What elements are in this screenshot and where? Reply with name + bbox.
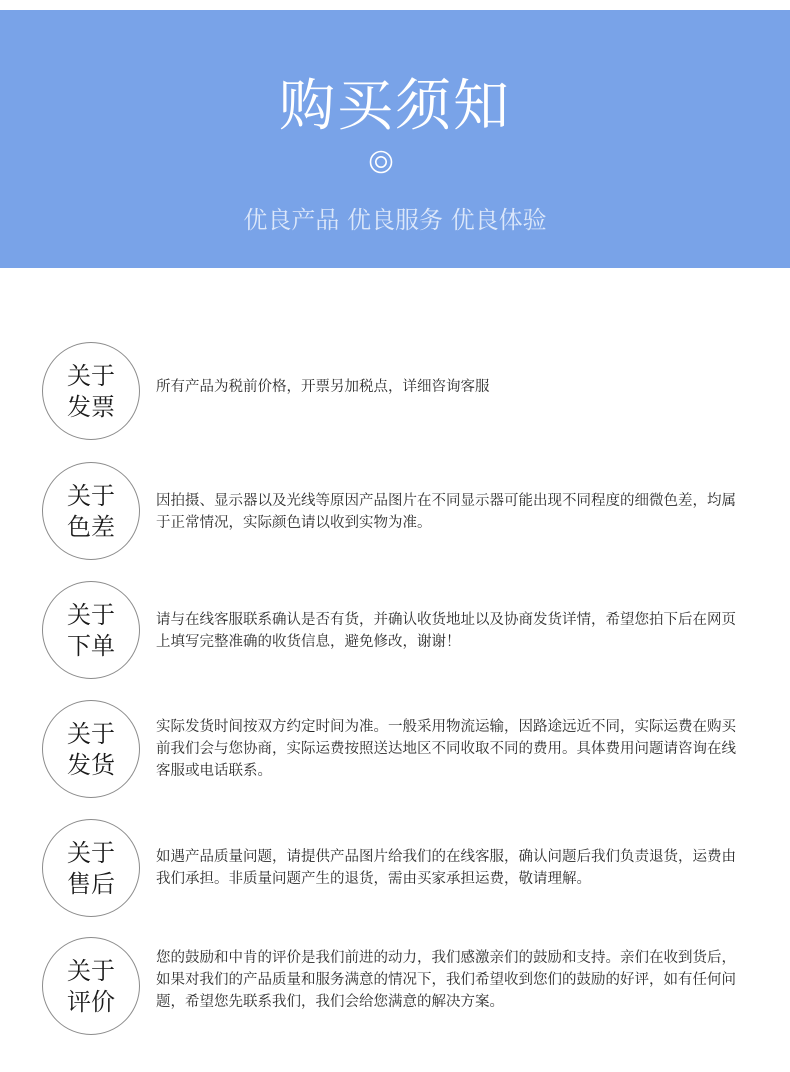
badge-label-top: 关于 bbox=[67, 482, 115, 510]
badge-label-bottom: 评价 bbox=[67, 988, 115, 1016]
badge-label-bottom: 发票 bbox=[67, 393, 115, 421]
notice-item-review bbox=[42, 937, 762, 1037]
badge-label-bottom: 售后 bbox=[67, 870, 115, 898]
notice-badge bbox=[42, 342, 140, 440]
notice-text: 因拍摄、显示器以及光线等原因产品图片在不同显示器可能出现不同程度的细微色差，均属于正常情况，实际颜色请以收到实物为准。 bbox=[156, 493, 736, 531]
notice-text: 如遇产品质量问题，请提供产品图片给我们的在线客服，确认问题后我们负责退货，运费由我们承担。非质量问题产生的退货，需由买家承担运费，敬请理解。 bbox=[156, 849, 736, 887]
notice-badge bbox=[42, 462, 140, 560]
badge-label-top: 关于 bbox=[67, 601, 115, 629]
notice-badge bbox=[42, 937, 140, 1035]
notice-text: 实际发货时间按双方约定时间为准。一般采用物流运输，因路途远近不同，实际运费在购买前我们会与您协商，实际运费按照送达地区不同收取不同的费用。具体费用问题请咨询在线客服或电话联系。 bbox=[156, 719, 736, 779]
notice-item-shipping bbox=[42, 700, 762, 800]
badge-label-bottom: 色差 bbox=[67, 513, 115, 541]
notice-badge bbox=[42, 819, 140, 917]
notice-text: 您的鼓励和中肯的评价是我们前进的动力，我们感激亲们的鼓励和支持。亲们在收到货后，如果对我们的产品质量和服务满意的情况下，我们希望收到您们的鼓励的好评，如有任何问题，希望您先联系我们，我们会给您满意的解决方案。 bbox=[156, 950, 736, 1010]
page-title: 购买须知 bbox=[279, 74, 511, 139]
badge-label-bottom: 下单 bbox=[67, 632, 115, 660]
notice-item-after-sales bbox=[42, 819, 762, 919]
notice-item-color-difference bbox=[42, 462, 762, 562]
notice-badge bbox=[42, 581, 140, 679]
notice-text: 请与在线客服联系确认是否有货，并确认收货地址以及协商发货详情，希望您拍下后在网页上填写完整准确的收货信息，避免修改，谢谢！ bbox=[156, 612, 736, 650]
badge-label-top: 关于 bbox=[67, 957, 115, 985]
notice-badge bbox=[42, 700, 140, 798]
notice-item-ordering bbox=[42, 581, 762, 681]
badge-label-top: 关于 bbox=[67, 362, 115, 390]
badge-label-top: 关于 bbox=[67, 839, 115, 867]
badge-label-bottom: 发货 bbox=[67, 751, 115, 779]
badge-label-top: 关于 bbox=[67, 720, 115, 748]
notice-text: 所有产品为税前价格，开票另加税点，详细咨询客服 bbox=[156, 379, 490, 395]
notice-item-invoice bbox=[42, 342, 762, 442]
banner-subtitle: 优良产品 优良服务 优良体验 bbox=[243, 206, 547, 234]
